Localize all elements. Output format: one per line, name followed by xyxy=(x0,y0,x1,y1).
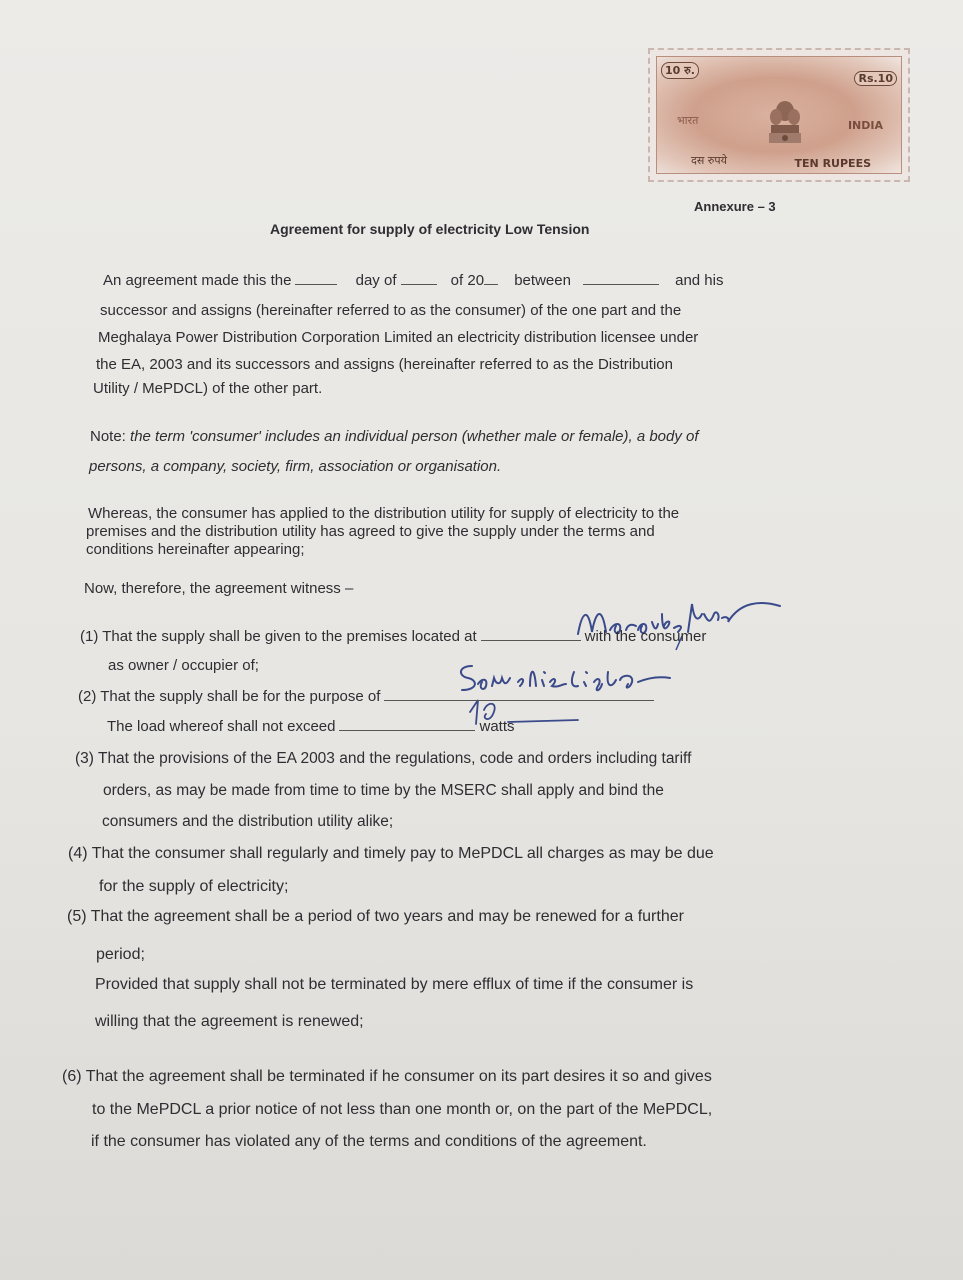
load-blank xyxy=(339,730,475,731)
intro-line-1 xyxy=(103,272,723,289)
witness-line: Now, therefore, the agreement witness – xyxy=(84,580,354,597)
note-line-1 xyxy=(90,428,699,445)
intro-line-4: the EA, 2003 and its successors and assigns (hereinafter referred to as the Distribution xyxy=(96,356,673,373)
clause-4-line-2: for the supply of electricity; xyxy=(99,878,289,895)
national-emblem-icon xyxy=(765,97,805,153)
agreement-title: Agreement for supply of electricity Low Tension xyxy=(270,221,590,237)
consumer-name-blank xyxy=(583,284,659,285)
year-blank xyxy=(484,284,498,285)
clause-3-line-1: (3) That the provisions of the EA 2003 and the regulations, code and orders including tariff xyxy=(75,750,692,767)
stamp-value-left: 10 रु. xyxy=(661,62,699,79)
stamp-country-en: INDIA xyxy=(847,119,883,132)
intro-text-d: between xyxy=(514,272,571,289)
clause-1-line-1 xyxy=(80,628,706,645)
intro-text-c: of 20 xyxy=(450,272,485,289)
clause-2-line-2 xyxy=(107,718,515,735)
annexure-label: Annexure – 3 xyxy=(694,199,776,214)
whereas-line-2: premises and the distribution utility has agreed to give the supply under the terms and xyxy=(86,523,655,540)
whereas-line-1: Whereas, the consumer has applied to the distribution utility for supply of electricity to the xyxy=(88,505,680,522)
note-label: Note: xyxy=(90,428,126,445)
intro-line-3: Meghalaya Power Distribution Corporation Limited an electricity distribution licensee under xyxy=(98,329,699,346)
clause-6-line-2: to the MePDCL a prior notice of not less than one month or, on the part of the MePDCL, xyxy=(92,1101,713,1118)
revenue-stamp xyxy=(648,48,910,182)
premises-blank xyxy=(481,640,581,641)
clause-1-line-2: as owner / occupier of; xyxy=(108,657,259,674)
intro-text-e: and his xyxy=(675,272,724,289)
clause-5-line-1: (5) That the agreement shall be a period of two years and may be renewed for a further xyxy=(67,908,684,925)
note-line-2: persons, a company, society, firm, association or organisation. xyxy=(89,458,502,475)
stamp-face xyxy=(656,56,902,174)
note-text: the term 'consumer' includes an individual person (whether male or female), a body of xyxy=(130,428,699,445)
intro-line-2: successor and assigns (hereinafter referred to as the consumer) of the one part and the xyxy=(100,302,682,319)
clause-5-line-4: willing that the agreement is renewed; xyxy=(95,1013,364,1030)
clause-5-line-3: Provided that supply shall not be terminated by mere efflux of time if the consumer is xyxy=(95,976,694,993)
clause-2-text-a: (2) That the supply shall be for the purpose of xyxy=(78,688,381,705)
intro-text-b: day of xyxy=(355,272,397,289)
clause-4-line-1: (4) That the consumer shall regularly and timely pay to MePDCL all charges as may be due xyxy=(68,845,714,862)
clause-1-text-a: (1) That the supply shall be given to the premises located at xyxy=(80,628,477,645)
whereas-line-3: conditions hereinafter appearing; xyxy=(86,541,305,558)
stamp-amount-hi: दस रुपये xyxy=(691,154,727,167)
purpose-blank xyxy=(384,700,654,701)
clause-6-line-1: (6) That the agreement shall be terminated if he consumer on its part desires it so and gives xyxy=(62,1068,712,1085)
stamp-value-right: Rs.10 xyxy=(854,71,897,86)
clause-1-text-b: with the consumer xyxy=(584,628,707,645)
clause-3-line-3: consumers and the distribution utility alike; xyxy=(102,813,394,830)
intro-text-a: An agreement made this the xyxy=(103,272,292,289)
clause-6-line-3: if the consumer has violated any of the terms and conditions of the agreement. xyxy=(91,1133,647,1150)
clause-3-line-2: orders, as may be made from time to time by the MSERC shall apply and bind the xyxy=(103,782,664,799)
clause-2-text-c: watts xyxy=(479,718,515,735)
intro-line-5: Utility / MePDCL) of the other part. xyxy=(93,380,323,397)
clause-5-line-2: period; xyxy=(96,946,145,963)
clause-2-line-1 xyxy=(78,688,658,705)
month-blank xyxy=(401,284,437,285)
day-blank xyxy=(295,284,337,285)
clause-2-text-b: The load whereof shall not exceed xyxy=(107,718,336,735)
stamp-amount-en: TEN RUPEES xyxy=(794,157,871,170)
stamp-country-hi: भारत xyxy=(677,114,699,127)
